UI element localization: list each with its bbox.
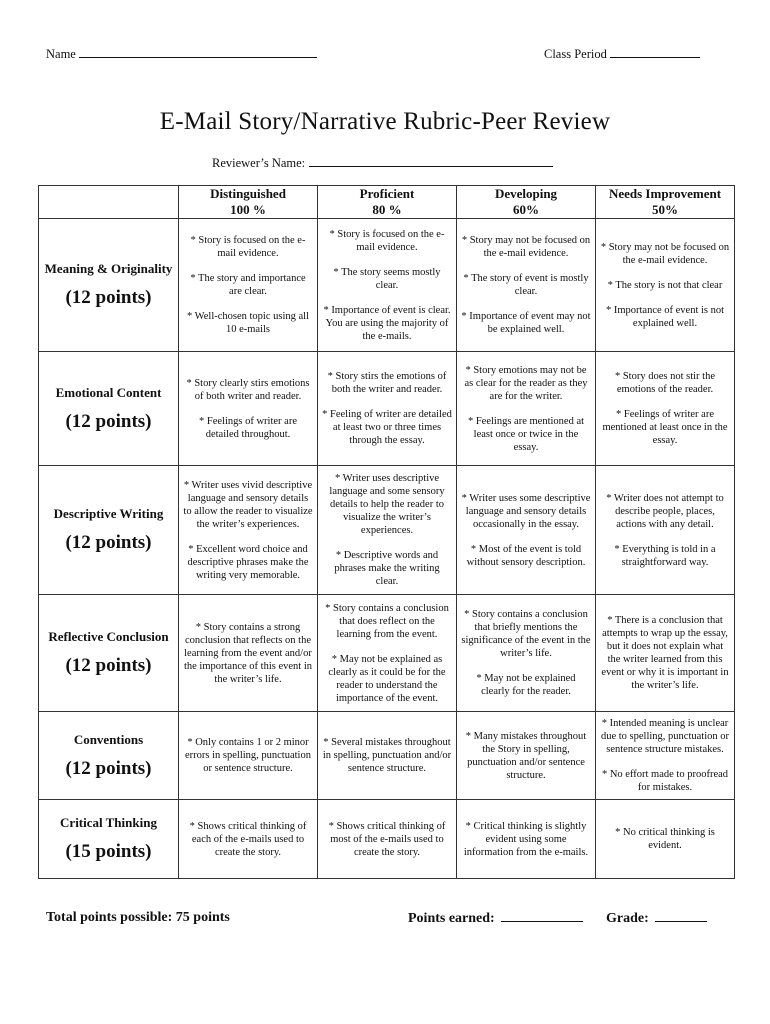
descriptor-text: * Story contains a conclusion that does reflect on the learning from the event. (325, 602, 449, 640)
line-gap (183, 260, 313, 272)
criterion-name: Descriptive Writing (53, 506, 164, 521)
rubric-cell (457, 800, 596, 879)
criterion-cell (39, 800, 179, 879)
line-gap (461, 403, 591, 415)
criterion-name: Critical Thinking (60, 815, 157, 830)
rubric-cell (457, 595, 596, 712)
criterion-points: (12 points) (65, 757, 152, 779)
line-gap (461, 660, 591, 672)
descriptor-text: * Importance of event is clear. You are using the majority of the e-mails. (323, 304, 451, 342)
descriptor-text: * The story is not that clear (607, 279, 723, 291)
criterion-cell (39, 219, 179, 352)
column-percent: 100 % (230, 202, 266, 217)
descriptor-text: * The story seems mostly clear. (333, 266, 441, 291)
rubric-cell (179, 466, 318, 595)
rubric-cell (318, 352, 457, 466)
criterion-header-cell (39, 186, 179, 219)
rubric-row (39, 595, 735, 712)
descriptor-text: * Feelings of writer are mentioned at least once in the essay. (602, 409, 728, 446)
criterion-name: Reflective Conclusion (48, 629, 169, 644)
name-label: Name (46, 47, 76, 61)
descriptor-text: * Writer uses vivid descriptive language and sensory details to allow the reader to visualize the writer’s experiences. (183, 479, 313, 530)
line-gap (183, 298, 313, 310)
criterion-cell (39, 352, 179, 466)
criterion-points: (12 points) (65, 655, 152, 676)
line-gap (600, 396, 730, 408)
descriptor-text: * Story is focused on the e-mail evidence. (190, 235, 306, 259)
line-gap (322, 641, 452, 653)
column-header (457, 186, 596, 219)
rubric-cell (318, 219, 457, 352)
criterion-cell (39, 466, 179, 595)
rubric-cell (318, 595, 457, 712)
descriptor-text: * The story of event is mostly clear. (463, 273, 589, 297)
descriptor-text: * Story clearly stirs emotions of both writer and reader. (186, 377, 310, 402)
points-earned-label: Points earned: (408, 911, 495, 926)
rubric-cell (318, 712, 457, 800)
rubric-cell (318, 800, 457, 879)
descriptor-text: * Story contains a strong conclusion that reflects on the learning from the event and/or the importance of this event in the writer’s life. (183, 621, 312, 685)
descriptor-text: * Critical thinking is slightly evident using some information from the e-mails. (463, 820, 589, 858)
descriptor-text: * May not be explained as clearly as it could be for the reader to understand the importance of the event. (328, 653, 446, 704)
column-title: Needs Improvement (608, 186, 722, 201)
rubric-row (39, 219, 735, 352)
rubric-row (39, 800, 735, 879)
column-title: Distinguished (210, 186, 286, 201)
class-period-field[interactable] (544, 46, 700, 62)
line-gap (600, 756, 730, 768)
rubric-body (39, 219, 735, 879)
line-gap (600, 531, 730, 543)
line-gap (600, 292, 730, 304)
descriptor-text: * Many mistakes throughout the Story in spelling, punctuation and/or sentence structure. (465, 730, 587, 781)
criterion-points: (12 points) (65, 410, 152, 432)
column-percent: 80 % (372, 202, 402, 217)
descriptor-text: * There is a conclusion that attempts to wrap up the essay, but it does not explain what the writer learned from this event or why it is important in the writer’s life. (601, 615, 729, 691)
name-field[interactable] (46, 46, 317, 62)
descriptor-text: * Feelings of writer are detailed throughout. (199, 415, 297, 440)
class-period-label: Class Period (544, 47, 607, 61)
criterion-name: Conventions (73, 731, 144, 747)
descriptor-text: * The story and importance are clear. (190, 273, 306, 297)
line-gap (322, 537, 452, 549)
column-header (179, 186, 318, 219)
name-blank-line[interactable] (79, 46, 317, 58)
reviewer-name-blank-line[interactable] (309, 155, 553, 167)
line-gap (183, 403, 313, 415)
criterion-cell (39, 595, 179, 712)
descriptor-text: * Importance of event may not be explained well. (461, 311, 591, 335)
line-gap (322, 396, 452, 408)
descriptor-text: * Several mistakes throughout in spelling, punctuation and/or sentence structure. (322, 737, 452, 774)
line-gap (322, 254, 452, 266)
descriptor-text: * Shows critical thinking of each of the e-mails used to create the story. (189, 820, 307, 858)
descriptor-text: * Story is focused on the e-mail evidence. (329, 228, 445, 253)
column-title: Developing (494, 186, 558, 201)
rubric-cell (596, 800, 735, 879)
descriptor-text: * Story may not be focused on the e-mail evidence. (461, 235, 591, 259)
points-earned-field[interactable] (408, 910, 583, 927)
column-percent: 50% (652, 202, 678, 217)
page-title: E-Mail Story/Narrative Rubric-Peer Review (159, 108, 611, 135)
column-header (596, 186, 735, 219)
criterion-cell (39, 712, 179, 800)
descriptor-text: * Feeling of writer are detailed at least two or three times through the essay. (322, 409, 452, 446)
descriptor-text: * Only contains 1 or 2 minor errors in spelling, punctuation or sentence structure. (185, 737, 311, 774)
grade-label: Grade: (606, 911, 649, 926)
line-gap (461, 298, 591, 310)
descriptor-text: * No effort made to proofread for mistakes. (601, 769, 729, 793)
rubric-cell (179, 352, 318, 466)
reviewer-name-field[interactable] (212, 155, 553, 171)
points-earned-blank-line[interactable] (501, 910, 583, 922)
rubric-cell (179, 219, 318, 352)
descriptor-text: * Story may not be focused on the e-mail evidence. (600, 241, 730, 266)
rubric-cell (596, 352, 735, 466)
descriptor-text: * May not be explained clearly for the reader. (476, 673, 576, 697)
column-header (318, 186, 457, 219)
descriptor-text: * Importance of event is not explained well. (605, 304, 725, 329)
descriptor-text: * Most of the event is told without sensory description. (466, 543, 586, 568)
descriptor-text: * Writer uses descriptive language and some sensory details to help the reader to visualize the writer’s experiences. (329, 473, 445, 536)
criterion-points: (12 points) (65, 532, 152, 553)
grade-blank-line[interactable] (655, 910, 707, 922)
criterion-points: (12 points) (65, 287, 152, 308)
criterion-name: Meaning & Originality (44, 261, 173, 276)
descriptor-text: * Intended meaning is unclear due to spelling, punctuation or sentence structure mistakes. (600, 718, 730, 755)
total-points-possible: Total points possible: 75 points (46, 910, 230, 925)
rubric-cell (179, 800, 318, 879)
column-percent: 60% (513, 202, 539, 217)
rubric-row (39, 712, 735, 800)
descriptor-text: * Writer uses some descriptive language and sensory details occasionally in the essay. (461, 492, 591, 530)
descriptor-text: * Feelings are mentioned at least once or twice in the essay. (467, 415, 585, 453)
rubric-cell (179, 712, 318, 800)
rubric-cell (457, 466, 596, 595)
descriptor-text: * Story stirs the emotions of both the writer and reader. (327, 371, 447, 395)
descriptor-text: * Excellent word choice and descriptive phrases make the writing very memorable. (187, 543, 309, 581)
rubric-cell (457, 219, 596, 352)
rubric-cell (596, 219, 735, 352)
rubric-cell (457, 352, 596, 466)
reviewer-name-label: Reviewer’s Name: (212, 156, 306, 170)
line-gap (183, 531, 313, 543)
descriptor-text: * No critical thinking is evident. (615, 827, 715, 851)
criterion-points: (15 points) (65, 841, 152, 862)
descriptor-text: * Well-chosen topic using all 10 e-mails (186, 311, 310, 335)
rubric-table (38, 185, 735, 879)
rubric-row (39, 352, 735, 466)
rubric-cell (596, 466, 735, 595)
criterion-name: Emotional Content (55, 384, 162, 400)
rubric-cell (457, 712, 596, 800)
descriptor-text: * Shows critical thinking of most of the e-mails used to create the story. (328, 820, 446, 858)
line-gap (600, 267, 730, 279)
line-gap (461, 531, 591, 543)
rubric-cell (596, 712, 735, 800)
line-gap (461, 260, 591, 272)
rubric-header-row (39, 186, 735, 219)
rubric-cell (596, 595, 735, 712)
descriptor-text: * Story emotions may not be as clear for the reader as they are for the writer. (464, 364, 588, 402)
rubric-cell (318, 466, 457, 595)
grade-field[interactable] (606, 910, 707, 927)
descriptor-text: * Story contains a conclusion that briefly mentions the significance of the event in the writer’s life. (461, 609, 591, 659)
descriptor-text: * Writer does not attempt to describe people, places, actions with any detail. (606, 492, 724, 530)
descriptor-text: * Descriptive words and phrases make the writing clear. (334, 550, 440, 587)
descriptor-text: * Story does not stir the emotions of the reader. (614, 371, 716, 395)
rubric-row (39, 466, 735, 595)
rubric-cell (179, 595, 318, 712)
class-period-blank-line[interactable] (610, 46, 700, 58)
descriptor-text: * Everything is told in a straightforward way. (614, 543, 716, 568)
column-title: Proficient (359, 186, 415, 201)
line-gap (322, 292, 452, 304)
